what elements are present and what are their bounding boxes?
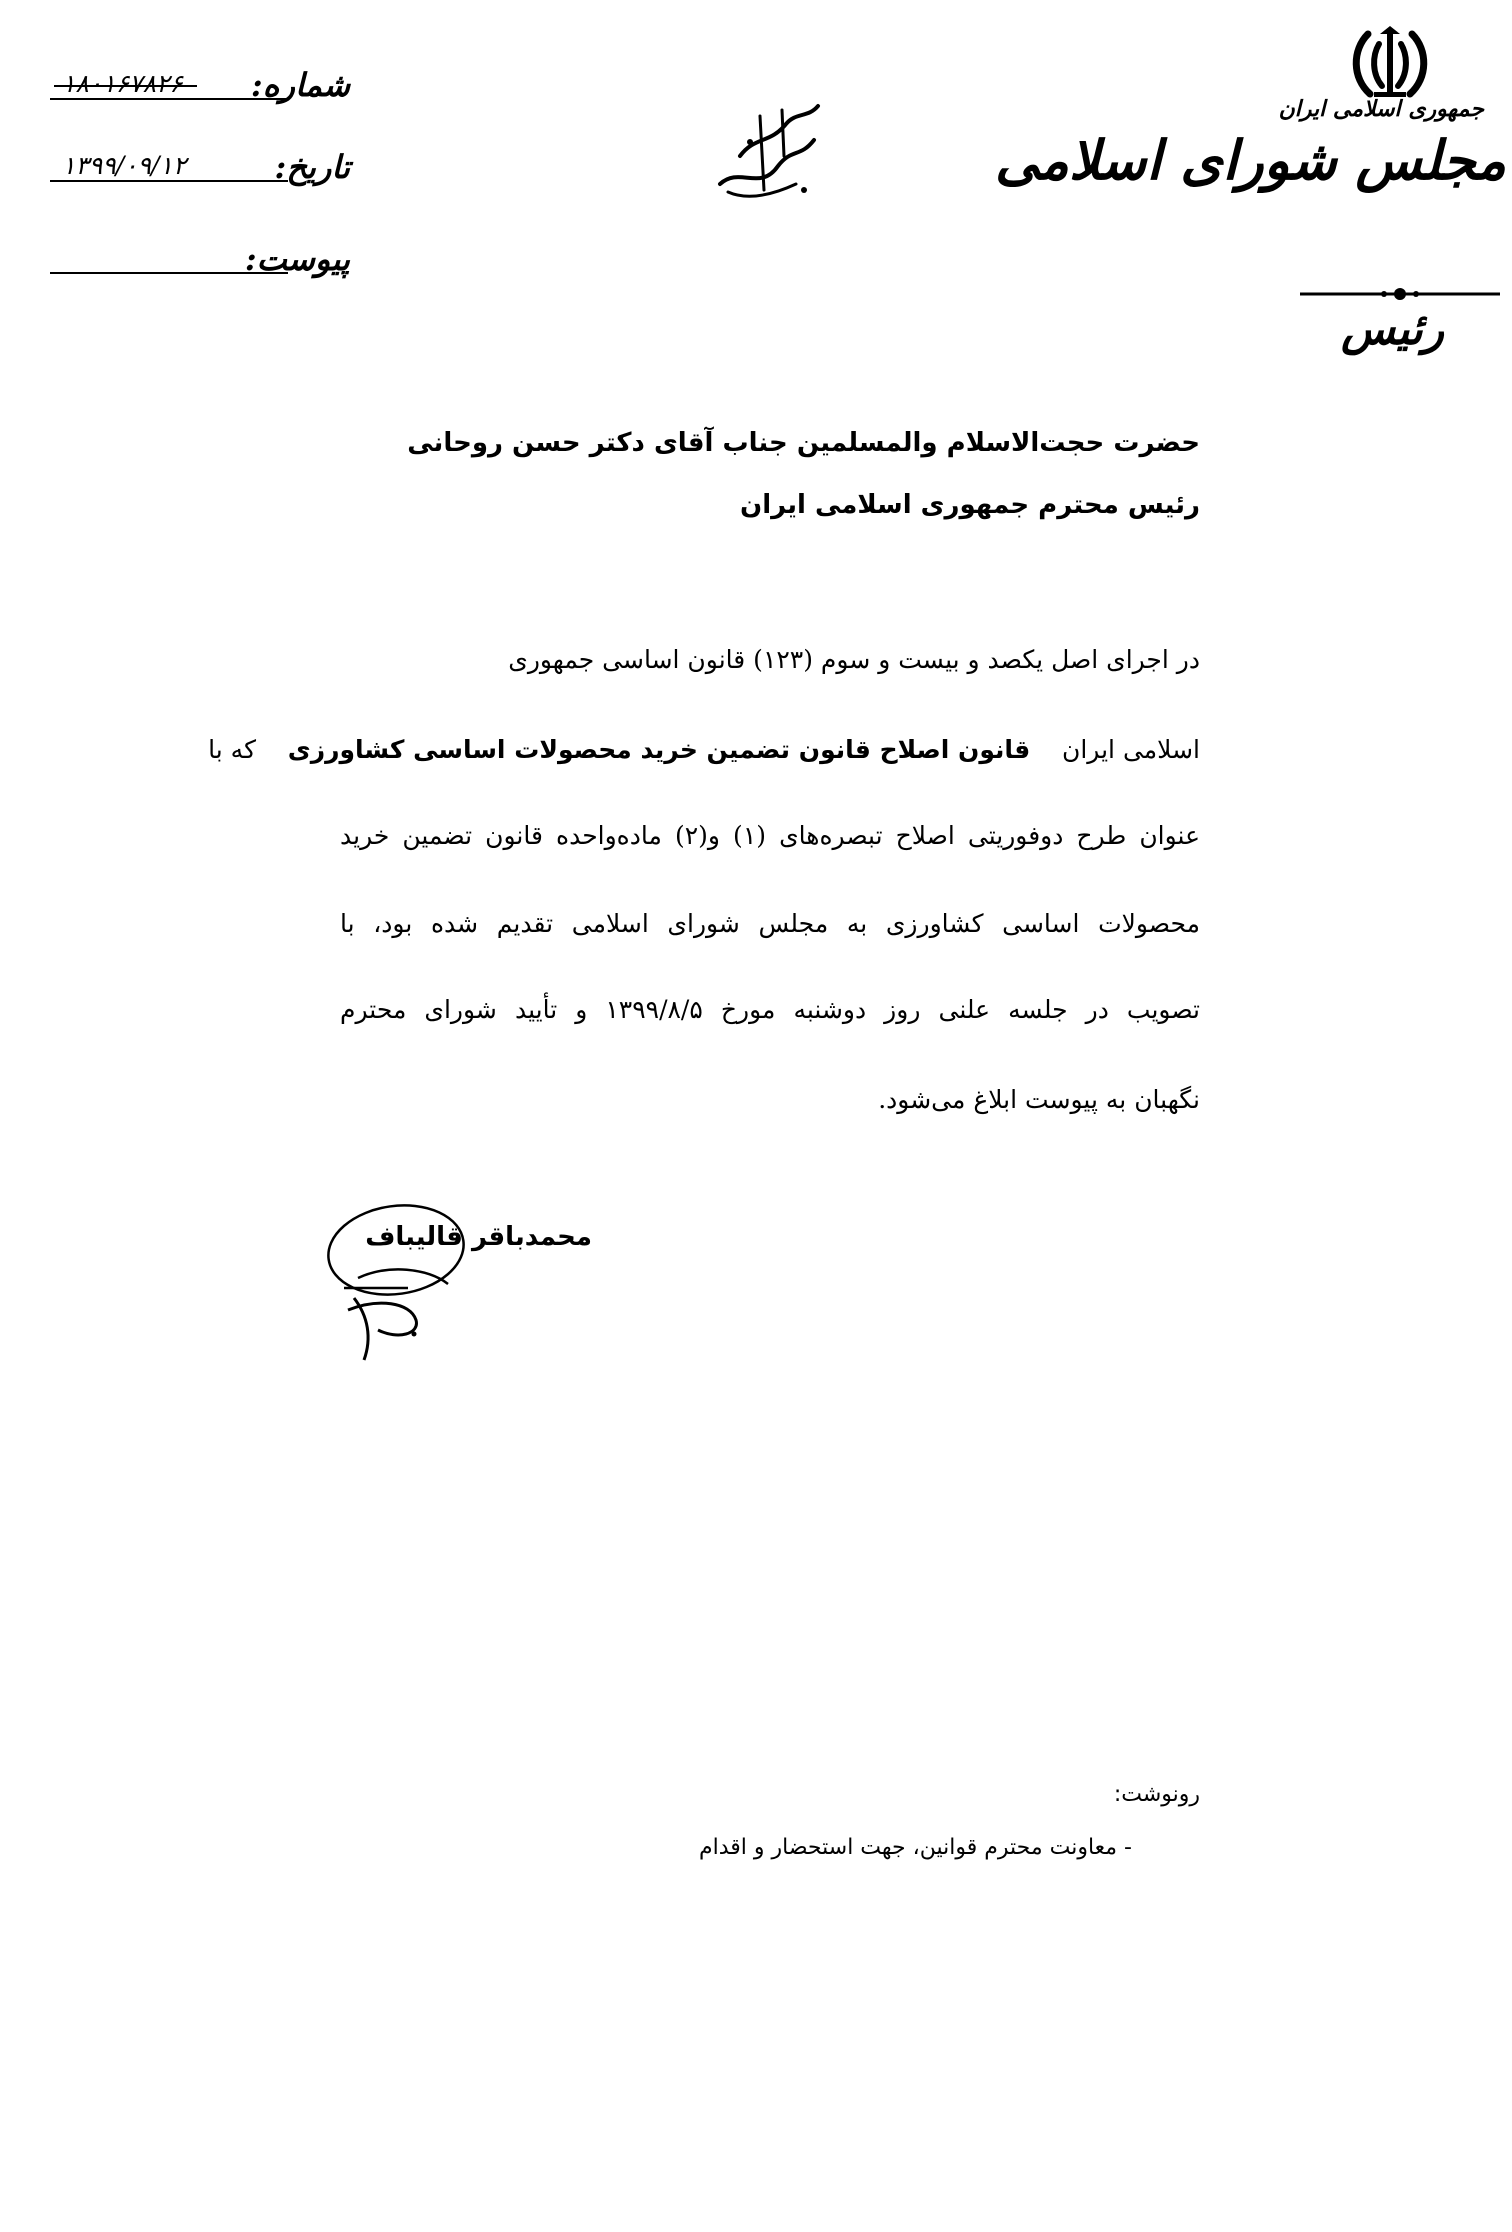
- letter-attachment-underline: [50, 272, 288, 274]
- letter-number-underline: [50, 98, 288, 100]
- letterhead-republic: جمهوری اسلامی ایران: [1278, 96, 1484, 122]
- signer-name: محمدباقر قالیباف: [365, 1222, 592, 1252]
- body-line-4: محصولات اساسی کشاورزی به مجلس شورای اسلامی تقدیم شده بود، با: [340, 909, 1200, 938]
- addressee-line-1: حضرت حجت‌الاسلام والمسلمین جناب آقای دکتر حسن روحانی: [407, 428, 1200, 458]
- letter-number-value: ۱۸۰۱۶۷۸۲۶: [62, 69, 183, 98]
- body-line-2-start: اسلامی ایران: [1062, 735, 1200, 764]
- body-line-6: نگهبان به پیوست ابلاغ می‌شود.: [878, 1085, 1200, 1114]
- invocation-calligraphy: [700, 96, 840, 206]
- letterhead-divider: [1300, 286, 1500, 302]
- addressee-line-2: رئیس محترم جمهوری اسلامی ایران: [740, 490, 1200, 520]
- letterhead-parliament: مجلس شورای اسلامی: [995, 128, 1506, 192]
- copy-item: - معاونت محترم قوانین، جهت استحضار و اقدام: [699, 1835, 1132, 1860]
- letter-number-label: شماره:: [250, 66, 350, 104]
- letterhead-office: رئیس: [1341, 304, 1444, 355]
- body-line-2-end: که با: [208, 735, 256, 764]
- law-title: قانون اصلاح قانون تضمین خرید محصولات اساسی کشاورزی: [287, 735, 1031, 764]
- letter-date-underline: [50, 180, 288, 182]
- iran-emblem-icon: [1350, 26, 1430, 102]
- letter-number-row: [50, 66, 350, 106]
- letter-date-row: [50, 148, 350, 188]
- letter-date-value: ۱۳۹۹/۰۹/۱۲: [62, 151, 187, 180]
- body-line-2: [208, 730, 1200, 770]
- letter-attachment-label: پیوست:: [244, 240, 350, 278]
- body-line-5: تصویب در جلسه علنی روز دوشنبه مورخ ۱۳۹۹/۸/۵ و تأیید شورای محترم: [340, 995, 1200, 1024]
- body-line-1: در اجرای اصل یکصد و بیست و سوم (۱۲۳) قانون اساسی جمهوری: [508, 645, 1200, 674]
- body-line-3: عنوان طرح دوفوریتی اصلاح تبصره‌های (۱) و(۲) ماده‌واحده قانون تضمین خرید: [340, 821, 1200, 850]
- copy-title: رونوشت:: [1113, 1782, 1200, 1807]
- letter-attachment-row: [50, 240, 350, 280]
- letter-date-label: تاریخ:: [274, 148, 350, 186]
- handwritten-signature: [318, 1198, 468, 1363]
